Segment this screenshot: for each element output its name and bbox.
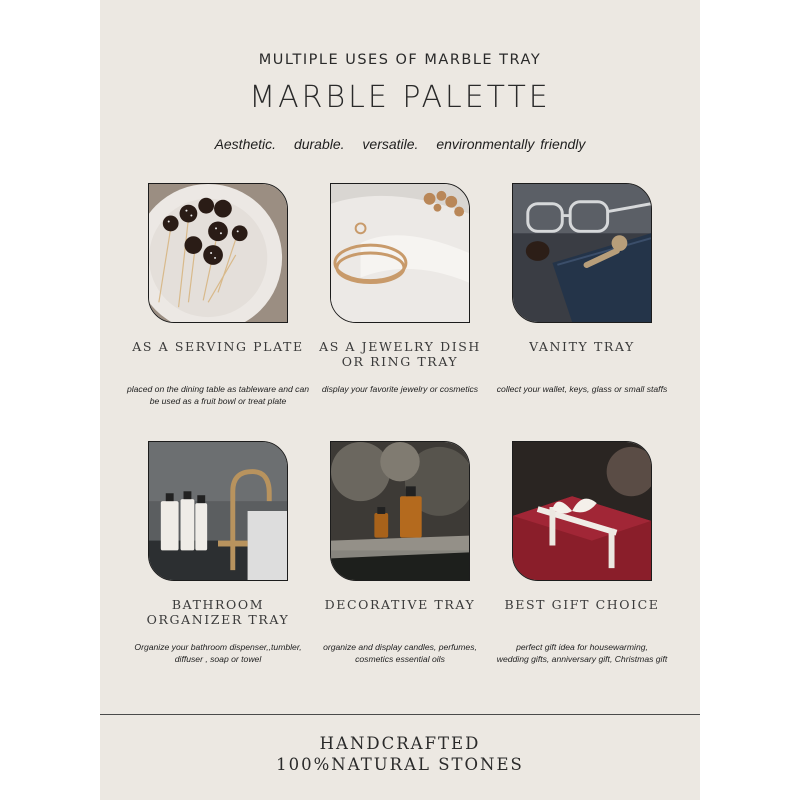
card-description: perfect gift idea for housewarming, wedding gifts, anniversary gift, Christmas gift [496, 642, 668, 664]
poster-subtitle: MULTIPLE USES OF MARBLE TRAY [258, 52, 542, 68]
footer-line-natural-stones: 100%NATURAL STONES [276, 755, 524, 774]
serving-plate-photo [148, 183, 288, 323]
jewelry-dish-photo [330, 183, 470, 323]
tagline [100, 136, 700, 152]
card-description: collect your wallet, keys, glass or small staffs [496, 384, 668, 394]
card-title: AS A SERVING PLATE [132, 339, 304, 354]
footer-line-handcrafted: HANDCRAFTED [319, 734, 481, 753]
decorative-tray-photo [330, 441, 470, 581]
poster-title: MARBLE PALETTE [249, 80, 551, 115]
card-title: BATHROOM ORGANIZER TRAY [146, 597, 290, 627]
bathroom-tray-photo [148, 441, 288, 581]
tagline-word: Aesthetic. [214, 136, 277, 152]
poster [100, 0, 700, 800]
vanity-tray-photo [512, 183, 652, 323]
card-description: Organize your bathroom dispenser,,tumbler, diffuser , soap or towel [134, 642, 302, 664]
card-title: BEST GIFT CHOICE [504, 597, 660, 612]
footer-divider [100, 714, 700, 715]
tagline-word: versatile. [362, 136, 419, 152]
tagline-word: durable. [293, 136, 345, 152]
gift-photo [512, 441, 652, 581]
card-description: placed on the dining table as tableware and can be used as a fruit bowl or treat plate [126, 384, 310, 406]
card-description: organize and display candles, perfumes, cosmetics essential oils [323, 642, 477, 664]
card-title: AS A JEWELRY DISH OR RING TRAY [319, 339, 481, 369]
tagline-word: environmentally friendly [436, 136, 586, 152]
card-title: DECORATIVE TRAY [324, 597, 476, 612]
card-title: VANITY TRAY [529, 339, 635, 354]
footer [100, 733, 700, 775]
card-description: display your favorite jewelry or cosmetics [321, 384, 479, 394]
